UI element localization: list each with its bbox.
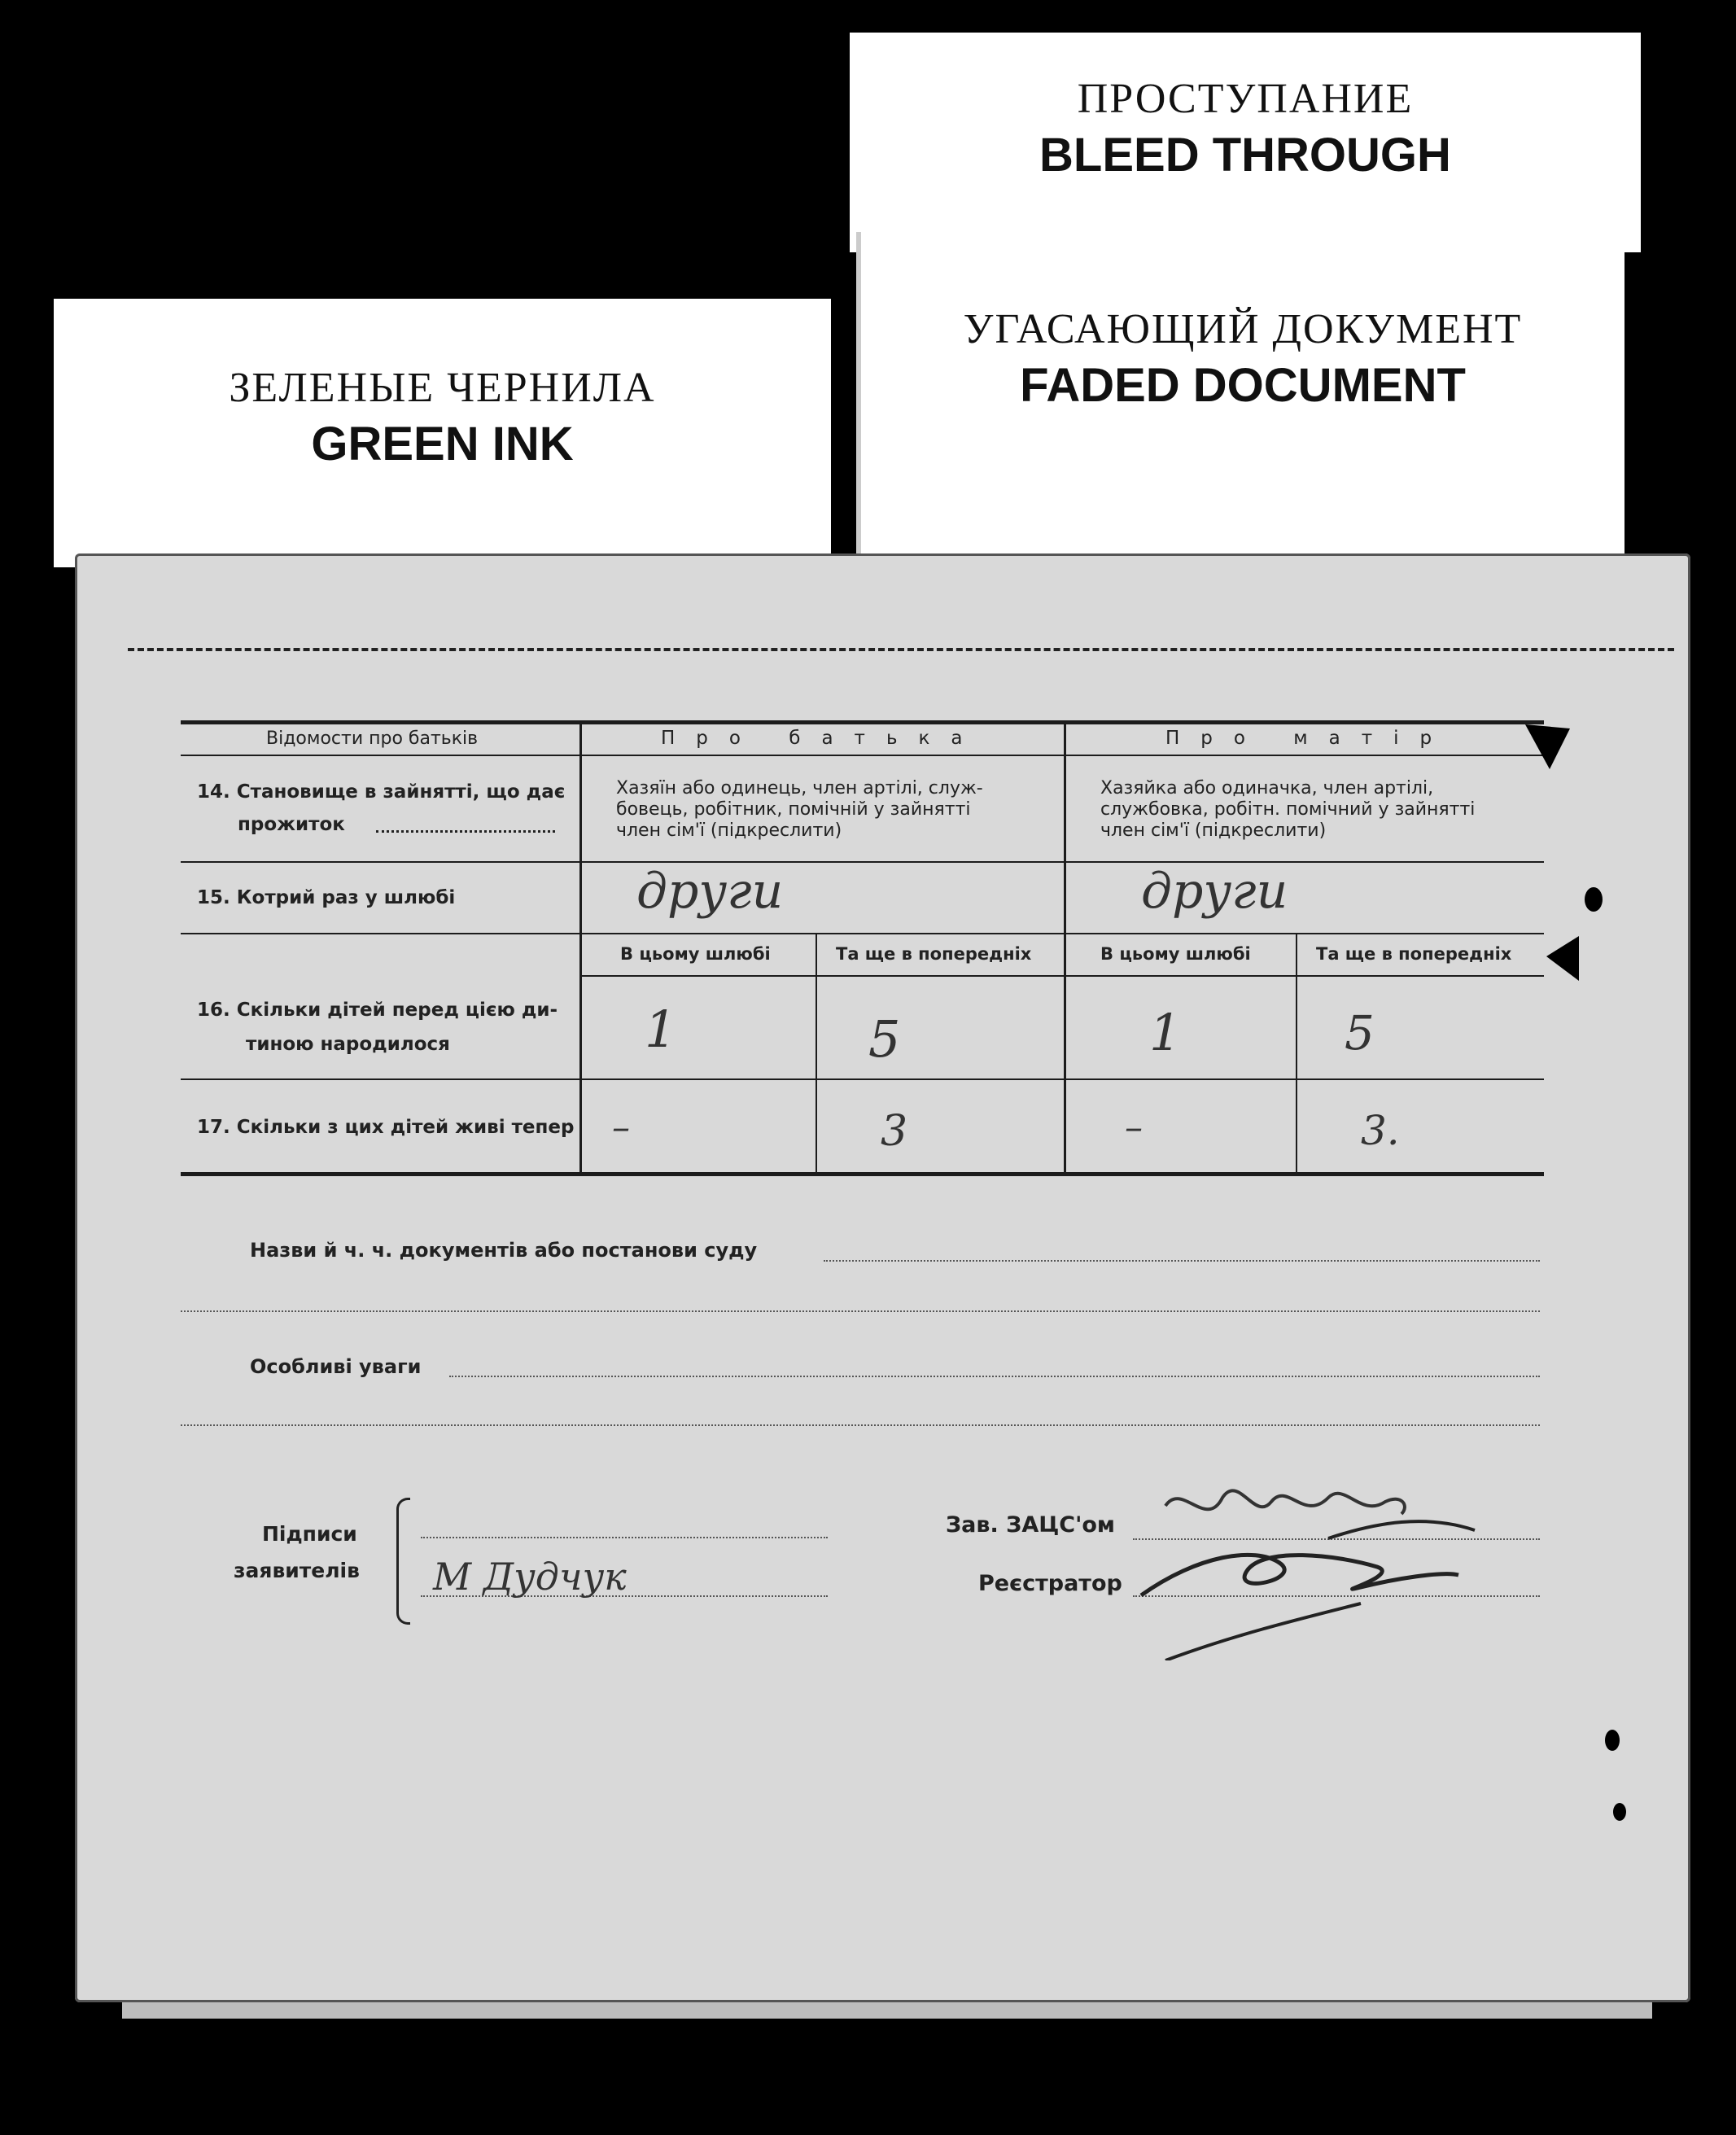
registry-form-page	[75, 553, 1690, 2002]
signature-line-1	[421, 1537, 828, 1538]
notes-label: Особливі уваги	[250, 1355, 422, 1378]
signatures-brace	[396, 1498, 410, 1625]
col-divider-1	[579, 724, 582, 1172]
signatures-label-line1: Підписи	[262, 1522, 357, 1546]
torn-edge-mark	[1546, 936, 1579, 985]
row14-mother-line1: Хазяйка або одиначка, член артілі,	[1100, 778, 1434, 798]
registrar-label: Реєстратор	[978, 1571, 1122, 1596]
row15-father-value: други	[636, 863, 784, 920]
row14-rule	[181, 861, 1544, 863]
row15-mother-value: други	[1141, 863, 1288, 920]
applicant-signature: М Дудчук	[433, 1555, 627, 1599]
official-signatures	[1133, 1473, 1540, 1660]
table-header-rule	[181, 755, 1544, 756]
faded-document-card	[856, 232, 1624, 558]
punch-hole	[1585, 887, 1603, 912]
row17-label: 17. Скільки з цих дітей живі тепер	[197, 1117, 575, 1138]
row16-mother-this: 1	[1149, 1003, 1182, 1062]
torn-corner-mark	[1525, 724, 1574, 773]
header-info: Відомости про батьків	[266, 728, 479, 749]
row16-mother-prev: 5	[1345, 1005, 1375, 1061]
sub-father-this: В цьому шлюбі	[620, 944, 771, 964]
col-divider-m	[1296, 933, 1297, 1172]
row15-label: 15. Котрий раз у шлюбі	[197, 887, 456, 908]
documents-line-1	[824, 1260, 1540, 1262]
row15-rule	[181, 933, 1544, 934]
row16-label-line1: 16. Скільки дітей перед цією ди-	[197, 1000, 558, 1021]
col-divider-f	[816, 933, 817, 1172]
table-bottom-rule	[181, 1172, 1544, 1176]
green-ink-card	[54, 299, 831, 567]
row17-mother-prev: 3.	[1361, 1107, 1400, 1154]
documents-line-2	[181, 1310, 1540, 1312]
faded-document-en: FADED DOCUMENT	[1020, 359, 1466, 412]
signatures-label-line2: заявителів	[234, 1559, 360, 1582]
col-divider-2	[1064, 724, 1066, 1172]
row14-mother-line2: службовка, робітн. помічний у зайнятті	[1100, 799, 1476, 820]
row14-father-line2: бовець, робітник, помічній у зайнятті	[616, 799, 971, 820]
documents-label: Назви й ч. ч. документів або постанови суду	[250, 1239, 758, 1262]
head-label: Зав. ЗАЦС'ом	[946, 1512, 1115, 1538]
tear-line	[128, 648, 1674, 651]
notes-line-1	[449, 1376, 1540, 1377]
sub-mother-prev: Та ще в попередніх	[1316, 944, 1512, 964]
punch-hole	[1613, 1803, 1626, 1821]
row16-label-line2: тиною народилося	[246, 1034, 450, 1055]
row17-father-prev: 3	[881, 1107, 908, 1156]
subheader-rule	[581, 975, 1544, 977]
bleed-through-en: BLEED THROUGH	[1039, 129, 1451, 182]
header-father: Про батька	[661, 728, 984, 749]
row17-father-this: –	[612, 1107, 630, 1148]
bleed-through-card	[850, 33, 1641, 252]
header-mother: Про матір	[1165, 728, 1454, 749]
row14-mother-line3: член сім'ї (підкреслити)	[1100, 820, 1327, 841]
row16-father-this: 1	[645, 1000, 677, 1059]
sub-father-prev: Та ще в попередніх	[836, 944, 1032, 964]
green-ink-ru: ЗЕЛЕНЫЕ ЧЕРНИЛА	[229, 365, 656, 411]
row14-leader	[376, 830, 555, 833]
row16-father-prev: 5	[868, 1009, 901, 1069]
row14-label-line1: 14. Становище в зайнятті, що дає	[197, 781, 566, 803]
bleed-through-ru: ПРОСТУПАНИЕ	[1077, 76, 1414, 122]
row17-mother-this: –	[1125, 1107, 1143, 1148]
row14-label-line2: прожиток	[238, 814, 345, 835]
table-top-rule	[181, 720, 1544, 724]
row16-rule	[181, 1078, 1544, 1080]
green-ink-en: GREEN INK	[311, 418, 574, 470]
row14-father-line3: член сім'ї (підкреслити)	[616, 820, 842, 841]
sub-mother-this: В цьому шлюбі	[1100, 944, 1251, 964]
punch-hole	[1605, 1730, 1620, 1751]
faded-document-ru: УГАСАЮЩИЙ ДОКУМЕНТ	[963, 306, 1523, 352]
row14-father-line1: Хазяїн або одинець, член артілі, служ-	[616, 778, 983, 798]
notes-line-2	[181, 1424, 1540, 1426]
